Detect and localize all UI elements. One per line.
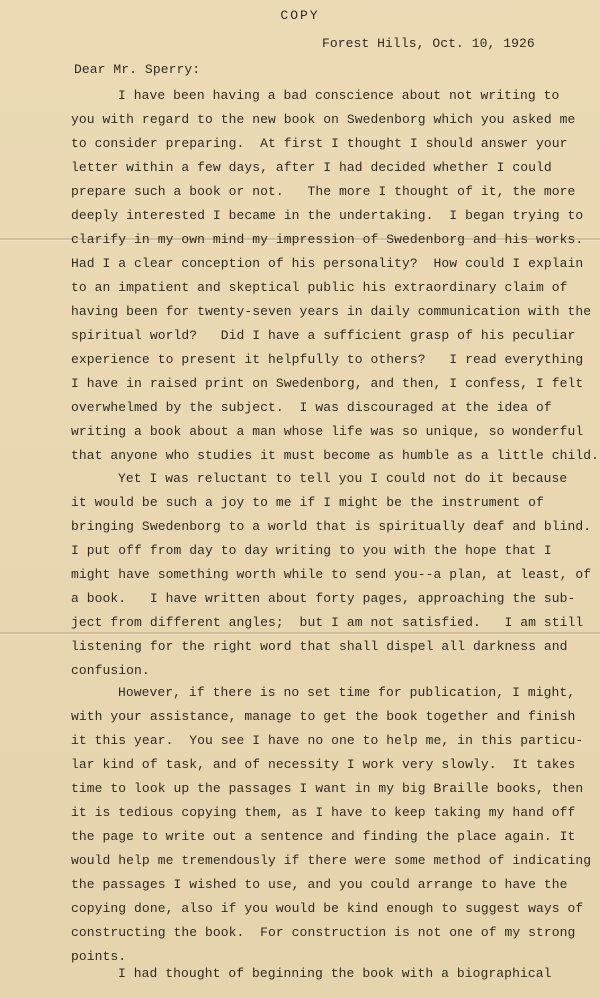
paragraph-line: Yet I was reluctant to tell you I could not do it because	[118, 471, 568, 486]
paragraph-line: to consider preparing. At first I thought I should answer your	[71, 136, 568, 151]
paragraph-line: listening for the right word that shall dispel all darkness and	[71, 639, 568, 654]
paragraph-line: the passages I wished to use, and you could arrange to have the	[71, 877, 568, 892]
paragraph-line: with your assistance, manage to get the book together and finish	[71, 709, 576, 724]
paragraph-line: points.	[71, 949, 127, 964]
paragraph-line: spiritual world? Did I have a sufficient grasp of his peculiar	[71, 328, 576, 343]
paragraph-line: I had thought of beginning the book with a biographical	[118, 966, 552, 981]
paragraph-line: a book. I have written about forty pages, approaching the sub-	[71, 591, 576, 606]
paragraph-line: deeply interested I became in the undertaking. I began trying to	[71, 208, 584, 223]
paragraph-line: ject from different angles; but I am not satisfied. I am still	[71, 615, 584, 630]
paragraph-line: lar kind of task, and of necessity I work very slowly. It takes	[71, 757, 576, 772]
document-title: COPY	[280, 8, 320, 23]
paragraph-line: would help me tremendously if there were some method of indicating	[71, 853, 592, 868]
paragraph-line: that anyone who studies it must become as humble as a little child.	[71, 448, 600, 463]
paragraph-line: confusion.	[71, 663, 150, 678]
paragraph-line: bringing Swedenborg to a world that is spiritually deaf and blind.	[71, 519, 592, 534]
paragraph-line: I put off from day to day writing to you with the hope that I	[71, 543, 552, 558]
paragraph-line: the page to write out a sentence and finding the place again. It	[71, 829, 576, 844]
letter-date: Forest Hills, Oct. 10, 1926	[322, 36, 535, 51]
paragraph-line: time to look up the passages I want in my big Braille books, then	[71, 781, 584, 796]
paragraph-line: to an impatient and skeptical public his extraordinary claim of	[71, 280, 568, 295]
paragraph-line: However, if there is no set time for publication, I might,	[118, 685, 576, 700]
paragraph-line: it this year. You see I have no one to help me, in this particu-	[71, 733, 584, 748]
paragraph-line: might have something worth while to send you--a plan, at least, of	[71, 567, 592, 582]
paragraph-line: constructing the book. For construction is not one of my strong	[71, 925, 576, 940]
paragraph-line: prepare such a book or not. The more I thought of it, the more	[71, 184, 576, 199]
paragraph-line: letter within a few days, after I had decided whether I could	[71, 160, 552, 175]
salutation: Dear Mr. Sperry:	[74, 62, 201, 77]
paragraph-line: having been for twenty-seven years in daily communication with the	[71, 304, 592, 319]
paragraph-line: it would be such a joy to me if I might be the instrument of	[71, 495, 544, 510]
paragraph-line: writing a book about a man whose life was so unique, so wonderful	[71, 424, 584, 439]
paragraph-line: overwhelmed by the subject. I was discouraged at the idea of	[71, 400, 552, 415]
paragraph-line: clarify in my own mind my impression of Swedenborg and his works.	[71, 232, 584, 247]
paragraph-line: I have in raised print on Swedenborg, and then, I confess, I felt	[71, 376, 584, 391]
paragraph-line: it is tedious copying them, as I have to keep taking my hand off	[71, 805, 576, 820]
paragraph-line: experience to present it helpfully to others? I read everything	[71, 352, 584, 367]
paragraph-line: copying done, also if you would be kind enough to suggest ways of	[71, 901, 584, 916]
paragraph-line: I have been having a bad conscience about not writing to	[118, 88, 560, 103]
paragraph-line: Had I a clear conception of his personality? How could I explain	[71, 256, 584, 271]
paragraph-line: you with regard to the new book on Swedenborg which you asked me	[71, 112, 576, 127]
